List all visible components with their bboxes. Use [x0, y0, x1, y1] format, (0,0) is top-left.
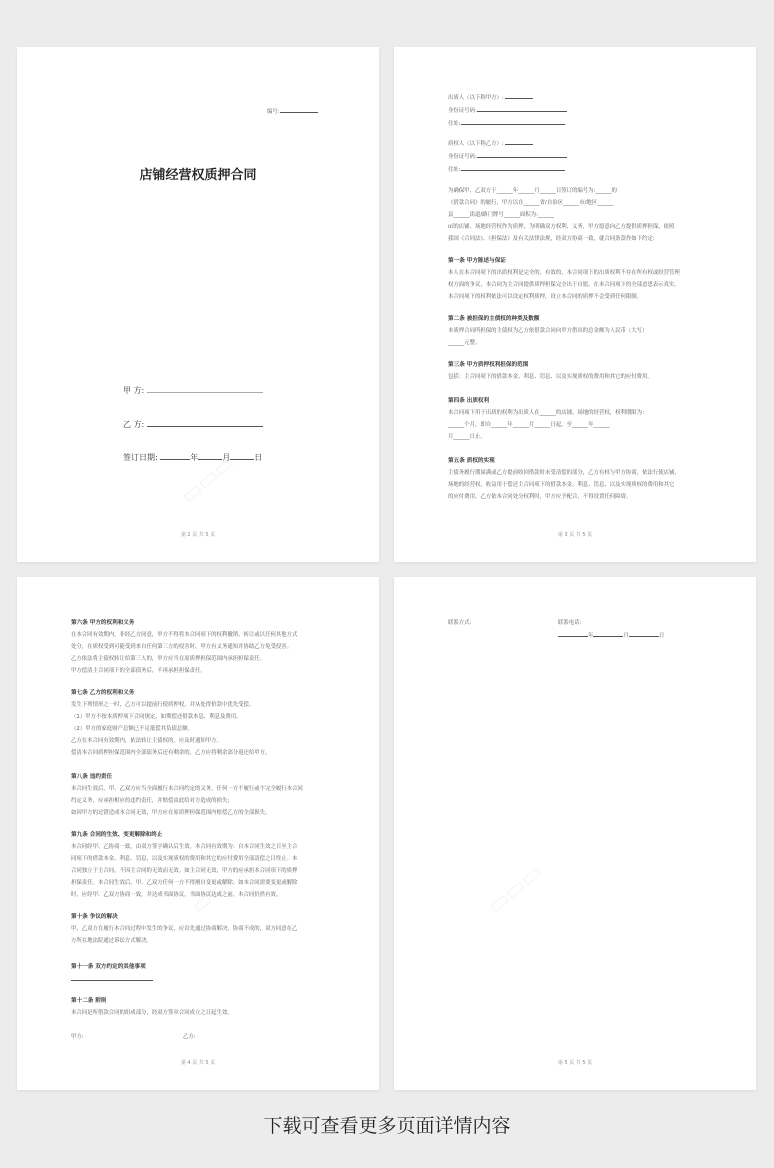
party-a-label: 甲 方: [123, 386, 145, 395]
contact-date-line [558, 629, 664, 642]
section-line: 包括：主合同项下的借款本金、利息、罚息、以及实现质权的费用和其它的应付费用。 [448, 374, 653, 380]
signature-a: 甲方: [71, 1034, 84, 1040]
page-number: 第 5 页 共 5 页 [557, 1060, 593, 1066]
day-blank [230, 452, 254, 460]
intro-paragraph [448, 185, 702, 245]
sign-date-label: 签订日期: [123, 453, 158, 462]
section-line: 本合同是所借款合同的组成部分，经双方签章合同成立之日起生效。 [71, 1010, 233, 1016]
contract-number-label: 编号: [267, 109, 280, 115]
section-11 [71, 961, 325, 986]
section-title: 第八条 违约责任 [71, 774, 113, 780]
party-a-line [123, 385, 263, 396]
pledgee-blank [505, 137, 533, 145]
section-line: （2）甲方的家庭财产总额已不足抵偿其负债总额。 [71, 726, 194, 732]
contact-phone-label: 联系电话: [558, 620, 582, 626]
intro-line: 《借款合同》的履行，甲方以在______省/自治区______市/地区______ [448, 200, 614, 206]
section-line: ______个月，即自______年______月______日起，至______年______ [448, 422, 610, 428]
pledgee-address-blank [461, 163, 565, 171]
section-title: 第六条 甲方的权利和义务 [71, 620, 135, 626]
section-title: 第十二条 附则 [71, 998, 107, 1004]
contact-phone-block [558, 617, 664, 642]
section-4 [448, 395, 702, 443]
section-line: 本合同生效后，甲、乙双方应当全面履行本合同约定的义务，任何一方不履行或不完全履行本合同 [71, 786, 303, 792]
section-line: 如因甲方的过错造成本合同无效，甲方应在原质押担保范围内赔偿乙方的全部损失。 [71, 810, 271, 816]
page-number: 第 2 页 共 5 页 [180, 532, 216, 538]
pledgee-id-blank [477, 150, 567, 158]
section-line: 甲方偿清主合同项下的全部债务后，不再承担担保责任。 [71, 668, 206, 674]
section-line: 月______日止。 [448, 434, 486, 440]
pledgor-address-label: 住址: [448, 121, 461, 127]
section-8 [71, 771, 325, 819]
section-1 [448, 255, 702, 303]
section-7 [71, 687, 325, 759]
section-line: 偿清本合同质押担保范围内全部债务后还有剩余的，乙方应将剩余部分返还给甲方。 [71, 750, 271, 756]
section-line: 的应付费用，乙方依本合同处分权利时，甲方应予配合，不得设置任何障碍。 [448, 494, 632, 500]
contract-page-5 [394, 577, 756, 1090]
section-line: 约定义务，应承担相应的违约责任，并赔偿由此给对方造成的损失； [71, 798, 233, 804]
intro-line: 我国《合同法》、《担保法》及有关法律法规，经双方协商一致，就合同条款作如下约定: [448, 236, 655, 242]
party-b-blank [147, 419, 263, 427]
section-title: 第十条 争议的解决 [71, 914, 118, 920]
watermark [483, 860, 547, 919]
section-title: 第四条 出质权利 [448, 398, 490, 404]
section-line: 本合同经甲、乙协商一致，由双方签字确认后生效。本合同有效期为：自本合同生效之日至主合 [71, 844, 298, 850]
year-blank [558, 629, 588, 637]
section-10 [71, 911, 325, 947]
pledgor-info [448, 91, 702, 130]
contract-page-2 [17, 47, 379, 562]
section-line: ______元整。 [448, 340, 481, 346]
section-line: 权方面的争议，本合同为主合同提供质押担保完全出于自愿，在本合同项下的全部意思表示真实。 [448, 282, 680, 288]
section-title: 第五条 质权的实现 [448, 458, 495, 464]
section-line: 时，应经甲、乙双方协商一致，并达成书面协议。书面协议达成之前，本合同仍然有效。 [71, 892, 282, 898]
section-3 [448, 359, 702, 383]
intro-line: 为确保甲、乙双方于______年______月______日签订的编号为:______的 [448, 188, 617, 194]
section-title: 第九条 合同的生效、变更解除和终止 [71, 832, 163, 838]
section-line: 乙方依法将主债权转让给第三人的，甲方应当在原质押担保范围内承担担保责任。 [71, 656, 266, 662]
month-label: 月 [623, 633, 629, 639]
section-line: 发生下列情形之一时，乙方可以提前行使质押权，并从处得价款中优先受偿。 [71, 702, 255, 708]
section-12 [71, 995, 325, 1019]
month-blank [593, 629, 623, 637]
party-b-label: 乙 方: [123, 420, 145, 429]
month-label: 月 [222, 453, 231, 462]
section-line: 乙方在本合同有效期内，依法转让主债权的，应及时通知甲方。 [71, 738, 222, 744]
contract-title: 店铺经营权质押合同 [139, 168, 257, 183]
pledgor-address-blank [461, 117, 565, 125]
party-a-blank [147, 385, 263, 393]
section-title: 第三条 甲方质押权利担保的范围 [448, 362, 529, 368]
pledgor-id-label: 身份证号码: [448, 108, 477, 114]
section-line: （1）甲方不按本质押项下合同规定，如期偿还借款本息，利息及费用。 [71, 714, 242, 720]
year-label: 年 [588, 633, 594, 639]
section-line: 合同独立于主合同，不因主合同的无效而无效。如主合同无效，甲方的应承担本合同项下的质押 [71, 868, 298, 874]
section-line: 在本合同有效期内，非经乙方同意，甲方不得将本合同项下的权利撤销、转让或以任何其他方式 [71, 632, 298, 638]
section-line: 担保责任。本合同生效后，甲、乙双方任何一方不得擅自变更或解除。如本合同需要变更或解除 [71, 880, 298, 886]
pledgor-label: 出质人（以下称甲方）: [448, 95, 504, 101]
pledgee-info [448, 137, 702, 176]
section-line: 本质押合同所担保的主债权为乙方依借款合同向甲方借出的总金额为人民币（大写） [448, 328, 648, 334]
section-title: 第二条 被担保的主债权的种类及数额 [448, 316, 540, 322]
section-line: 本合同项下的权利依法可以设定权利质押，设立本合同的质押不会受到任何限制。 [448, 294, 643, 300]
section-line: 主债务履行期届满或乙方提前收回借款时未受清偿的部分，乙方有权与甲方协商，依法行使店铺、 [448, 470, 680, 476]
section-title: 第七条 乙方的权利和义务 [71, 690, 135, 696]
section-line: 本人在本合同项下的出质权利是完全的、有效的，本合同项下的出质权利不存在所有权或经营管理 [448, 270, 680, 276]
year-label: 年 [190, 453, 199, 462]
pledgor-blank [505, 91, 533, 99]
contract-page-3 [394, 47, 756, 562]
section-line: 甲、乙双方在履行本合同过程中发生的争议，应首先通过协商解决，协商不成的，双方同意在乙 [71, 926, 298, 932]
section-2 [448, 313, 702, 349]
contract-number [267, 105, 318, 118]
section-line: 处分，在质权受到可能受到来自任何第三方的侵害时，甲方有义务通知并协助乙方免受侵害。 [71, 644, 293, 650]
section-5 [448, 455, 702, 503]
section-line: 方所在地法院通过诉讼方式解决。 [71, 938, 152, 944]
day-blank [629, 629, 659, 637]
download-more-caption: 下载可查看更多页面详情内容 [263, 1115, 511, 1137]
section-title: 第一条 甲方陈述与保证 [448, 258, 506, 264]
intro-line: 县______街道/路门牌号______面积为:______ [448, 212, 555, 218]
page-number: 第 3 页 共 5 页 [557, 532, 593, 538]
section-6 [71, 617, 325, 677]
contact-method: 联系方式: [448, 620, 472, 626]
section-line: 本合同项下用于出质的权利为出质人在______的店铺、场地的经营权，权利期限为： [448, 410, 648, 416]
pledgor-id-blank [477, 104, 567, 112]
contract-number-blank [280, 105, 318, 113]
party-b-line [123, 419, 263, 430]
signature-b: 乙方: [183, 1034, 196, 1040]
day-label: 日 [254, 453, 263, 462]
sign-date-line [123, 452, 262, 463]
section-line: 同项下的借款本金、利息、罚息、以及实现质权的费用和其它的应付费用全部清偿之日终止。本 [71, 856, 298, 862]
contract-page-4 [17, 577, 379, 1090]
pledgee-label: 质权人（以下称乙方）: [448, 141, 504, 147]
page-number: 第 4 页 共 5 页 [180, 1060, 216, 1066]
pledgee-address-label: 住址: [448, 167, 461, 173]
intro-line: ㎡的店铺、场地经营权作为质押，为明确双方权利、义务，甲方愿意向乙方提供质押担保，依照 [448, 224, 675, 230]
section-title: 第十一条 双方约定的其他事项 [71, 964, 146, 970]
other-terms-blank [71, 973, 153, 981]
year-blank [160, 452, 190, 460]
pledgee-id-label: 身份证号码: [448, 154, 477, 160]
section-line: 场地的经营权，收益用于偿还主合同项下的借款本金、利息、罚息、以及实现质权的费用和其它 [448, 482, 675, 488]
day-label: 日 [658, 633, 665, 639]
